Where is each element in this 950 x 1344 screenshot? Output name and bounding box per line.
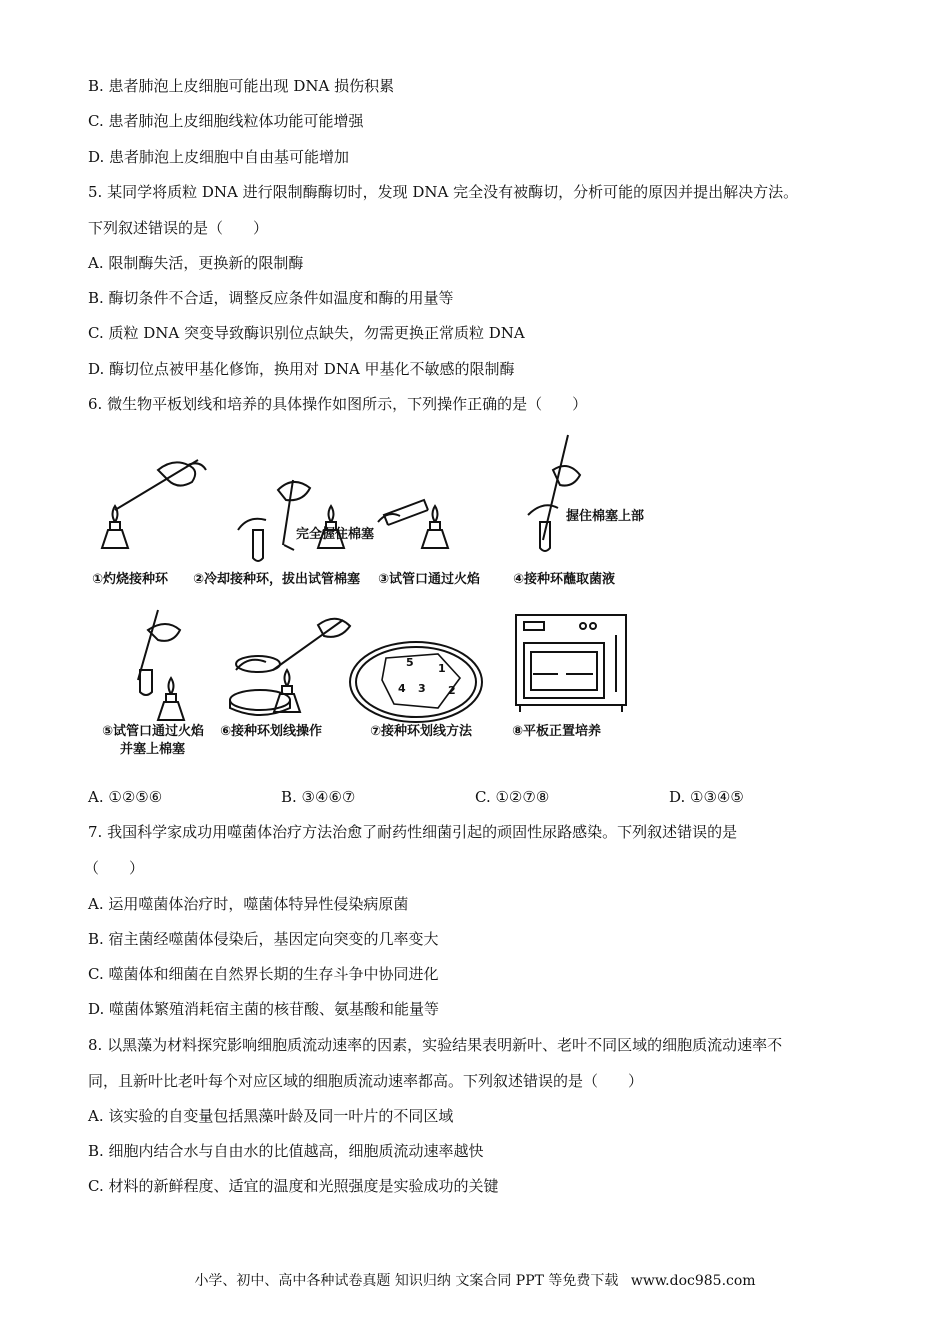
q7-option-d: D. 噬菌体繁殖消耗宿主菌的核苷酸、氨基酸和能量等 [88, 1000, 440, 1018]
plate-number-4: 4 [398, 682, 406, 695]
petri-dish-streak [350, 642, 482, 722]
q5-option-c: C. 质粒 DNA 突变导致酶识别位点缺失，勿需更换正常质粒 DNA [88, 324, 525, 342]
hand-5 [148, 624, 180, 641]
q6-option-a: A. ①②⑤⑥ [88, 788, 163, 806]
incubator [516, 615, 626, 712]
q5-option-d: D. 酶切位点被甲基化修饰，换用对 DNA 甲基化不敏感的限制酶 [88, 360, 515, 378]
q5-option-a: A. 限制酶失活，更换新的限制酶 [88, 254, 304, 272]
caption-step-1: ①灼烧接种环 [92, 572, 169, 587]
caption-step-3: ③试管口通过火焰 [378, 572, 481, 587]
q8-option-c: C. 材料的新鲜程度、适宜的温度和光照强度是实验成功的关键 [88, 1177, 499, 1195]
q8-option-a: A. 该实验的自变量包括黑藻叶龄及同一叶片的不同区域 [88, 1107, 454, 1125]
q6-option-d: D. ①③④⑤ [669, 788, 744, 806]
alcohol-lamp-5 [158, 678, 184, 720]
alcohol-lamp-3 [422, 506, 448, 548]
page-footer [0, 1270, 950, 1290]
q4-option-b: B. 患者肺泡上皮细胞可能出现 DNA 损伤积累 [88, 77, 395, 95]
q8-stem-line1: 8. 以黑藻为材料探究影响细胞质流动速率的因素，实验结果表明新叶、老叶不同区域的细胞质流动速率不 [88, 1036, 783, 1054]
footer-website-link[interactable]: www.doc985.com [630, 1273, 756, 1289]
plate-number-1: 1 [438, 662, 446, 675]
caption-step-5-cont: 并塞上棉塞 [120, 742, 186, 757]
caption-step-2: ②冷却接种环，拔出试管棉塞 [193, 572, 361, 587]
q7-stem-line1: 7. 我国科学家成功用噬菌体治疗方法治愈了耐药性细菌引起的顽固性尿路感染。下列叙述错误的是 [88, 823, 738, 841]
inoculation-loop-6 [273, 620, 343, 670]
note-hold-plug: 完全握住棉塞 [296, 527, 375, 542]
q6-stem: 6. 微生物平板划线和培养的具体操作如图所示，下列操作正确的是（ ） [88, 395, 588, 413]
hand-2b [278, 482, 310, 500]
q5-option-b: B. 酶切条件不合适，调整反应条件如温度和酶的用量等 [88, 289, 454, 307]
q7-stem-line2: （ ） [84, 859, 145, 877]
inoculation-loop-2 [283, 480, 293, 545]
q7-option-a: A. 运用噬菌体治疗时，噬菌体特异性侵染病原菌 [88, 895, 409, 913]
q6-option-b: B. ③④⑥⑦ [281, 788, 356, 806]
alcohol-lamp-1 [102, 506, 128, 548]
caption-step-6: ⑥接种环划线操作 [220, 724, 323, 739]
q5-stem-line1: 5. 某同学将质粒 DNA 进行限制酶酶切时，发现 DNA 完全没有被酶切，分析可能的原因并提出解决方法。 [88, 183, 799, 201]
caption-step-5: ⑤试管口通过火焰 [102, 724, 205, 739]
plate-number-2: 2 [448, 684, 456, 697]
footer-text: 小学、初中、高中各种试卷真题 知识归纳 文案合同 PPT 等免费下载 [194, 1273, 619, 1289]
streak-plate-figure [88, 430, 668, 770]
caption-step-8: ⑧平板正置培养 [512, 724, 602, 739]
q8-option-b: B. 细胞内结合水与自由水的比值越高，细胞质流动速率越快 [88, 1142, 484, 1160]
q7-option-c: C. 噬菌体和细菌在自然界长期的生存斗争中协同进化 [88, 965, 439, 983]
hand-6 [318, 619, 350, 637]
plate-number-5: 5 [406, 656, 414, 669]
procedure-illustration [88, 430, 668, 770]
caption-step-4: ④接种环蘸取菌液 [513, 572, 616, 587]
q4-option-d: D. 患者肺泡上皮细胞中自由基可能增加 [88, 148, 350, 166]
plate-number-3: 3 [418, 682, 426, 695]
note-hold-plug-top: 握住棉塞上部 [566, 509, 645, 524]
test-tube-5 [140, 670, 152, 695]
q7-option-b: B. 宿主菌经噬菌体侵染后，基因定向突变的几率变大 [88, 930, 439, 948]
q4-option-c: C. 患者肺泡上皮细胞线粒体功能可能增强 [88, 112, 364, 130]
hand-2a [238, 519, 266, 530]
q5-stem-line2: 下列叙述错误的是（ ） [88, 219, 269, 237]
q8-stem-line2: 同，且新叶比老叶每个对应区域的细胞质流动速率都高。下列叙述错误的是（ ） [88, 1072, 644, 1090]
test-tube-4 [540, 522, 550, 551]
q6-option-c: C. ①②⑦⑧ [475, 788, 550, 806]
caption-step-7: ⑦接种环划线方法 [370, 724, 473, 739]
test-tube-2 [253, 530, 263, 561]
inoculation-loop-4 [543, 435, 568, 540]
